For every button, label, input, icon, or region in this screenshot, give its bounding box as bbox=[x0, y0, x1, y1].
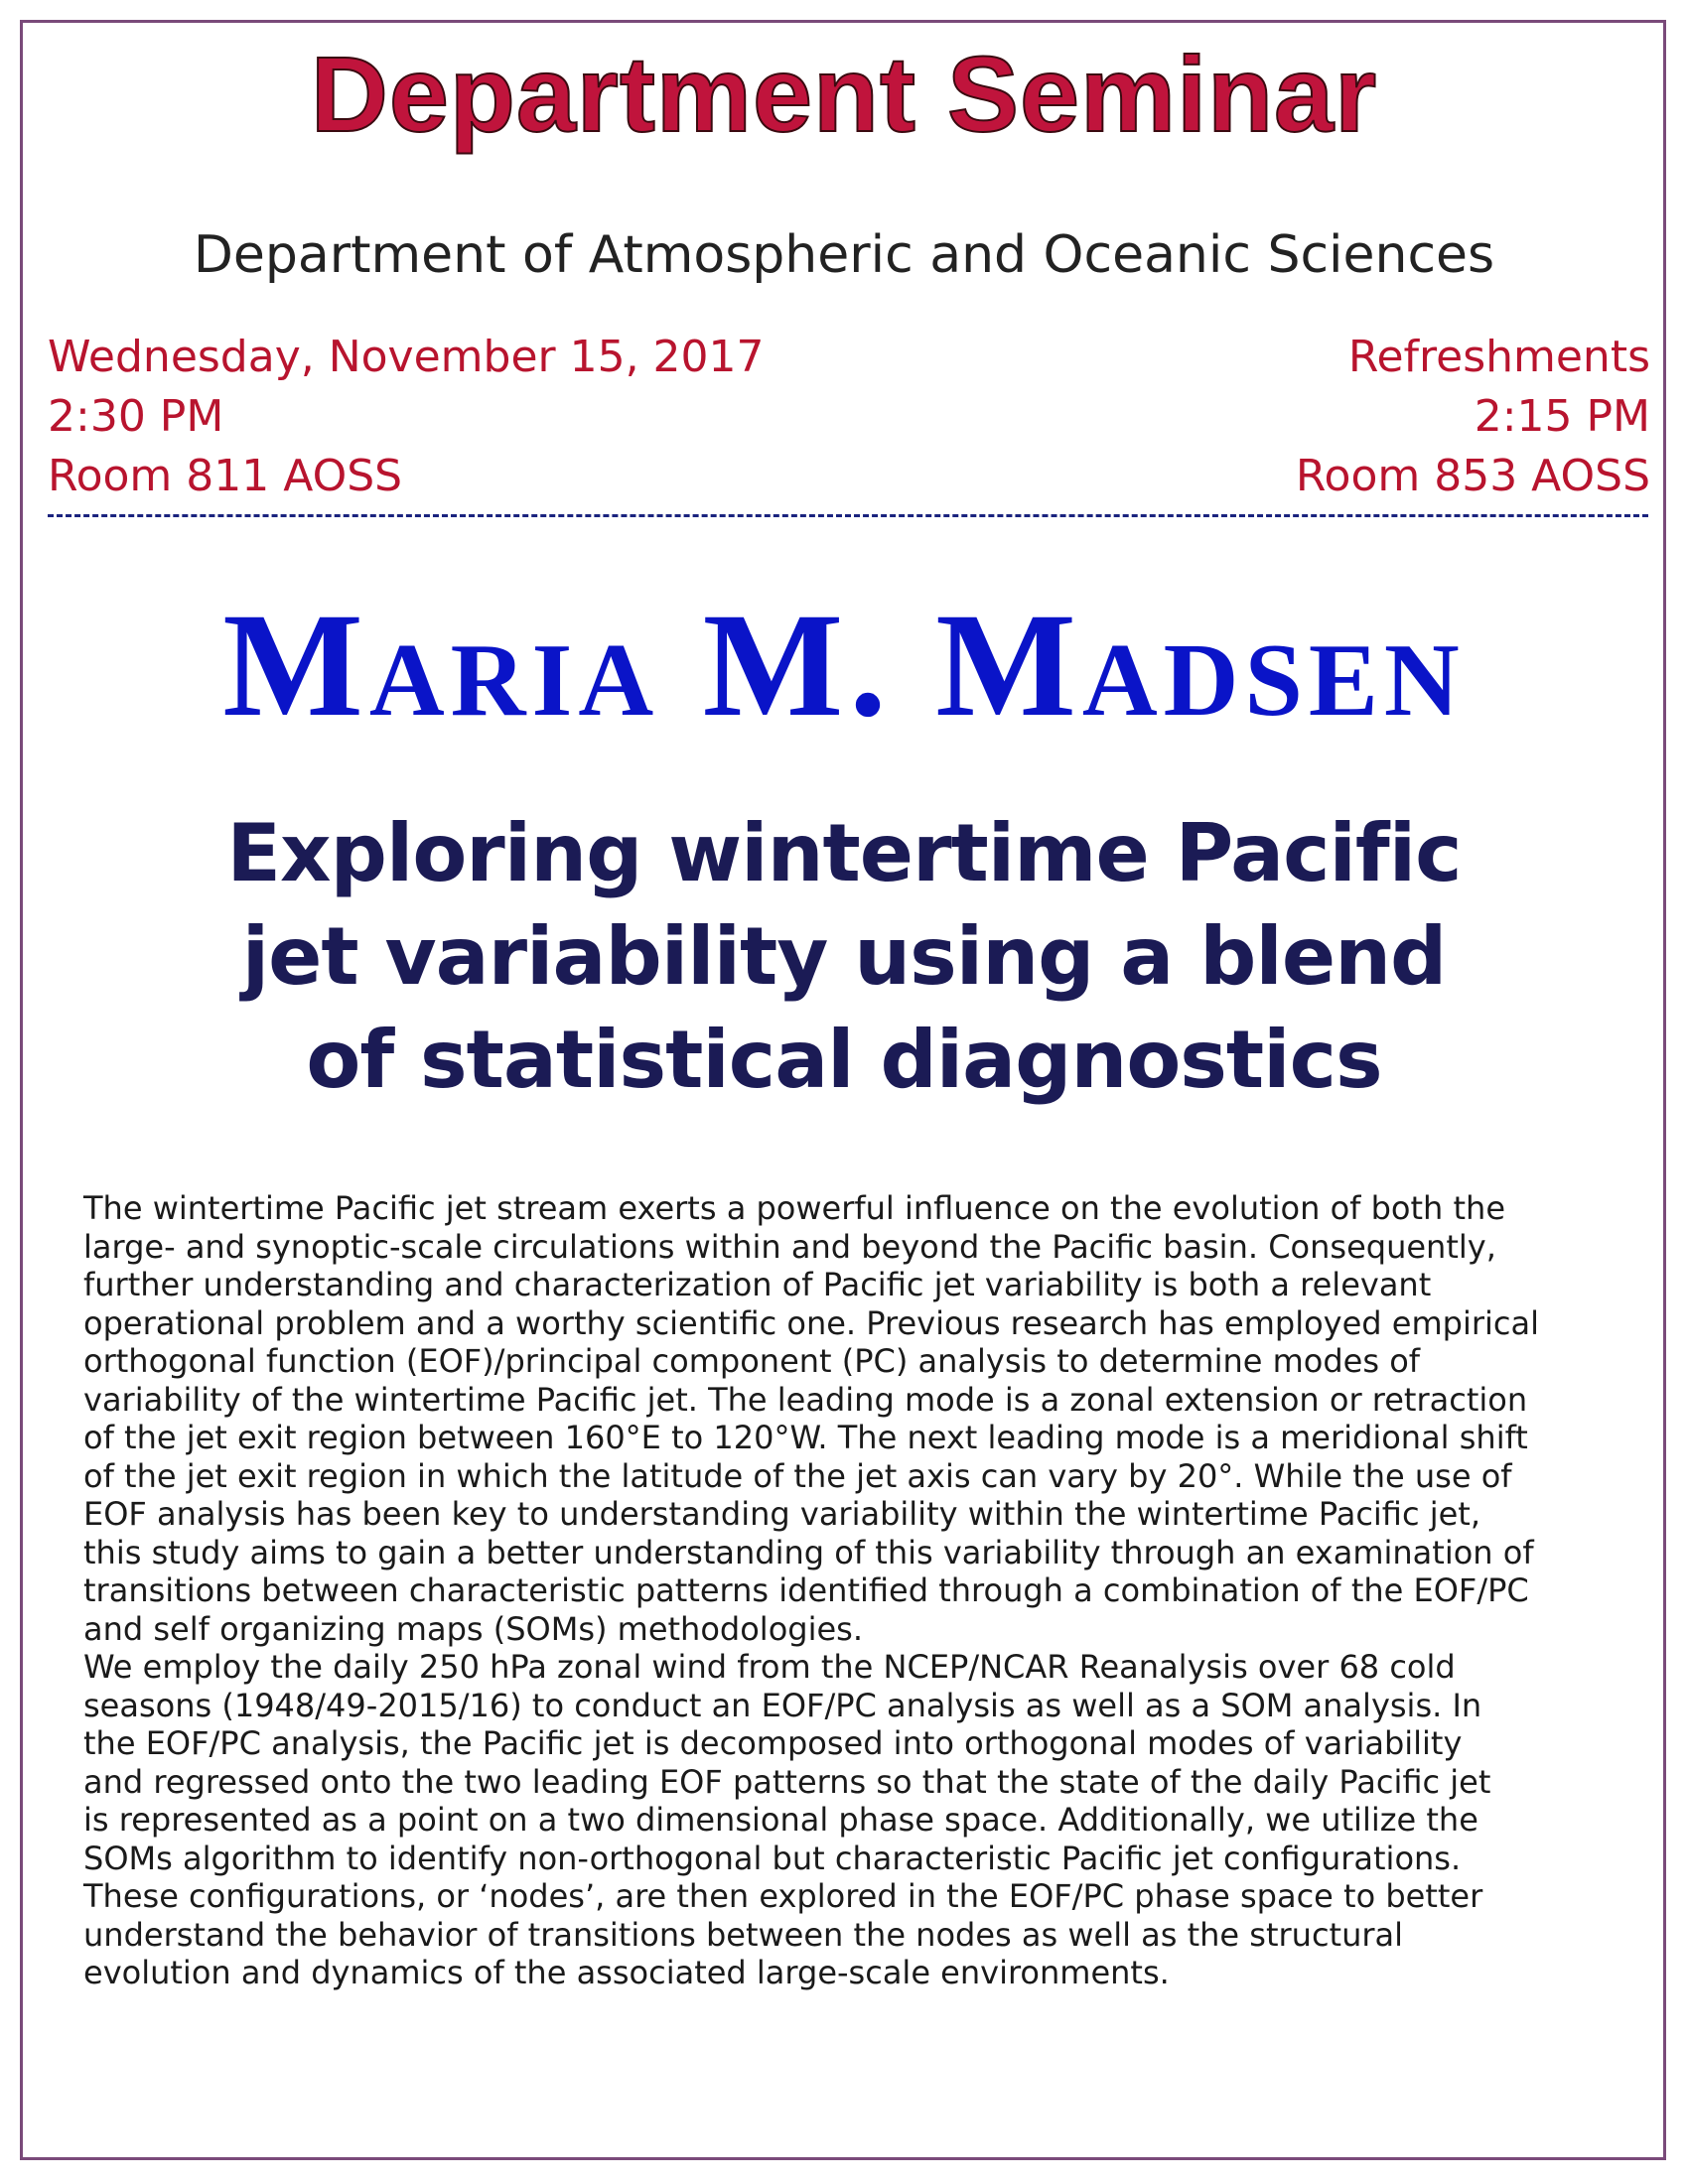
department-name: Department of Atmospheric and Oceanic Sciences bbox=[193, 225, 1495, 285]
seminar-date: Wednesday, November 15, 2017 bbox=[48, 332, 765, 382]
refreshments-details bbox=[1296, 328, 1650, 506]
talk-title bbox=[60, 802, 1628, 1112]
abstract-paragraph-2: We employ the daily 250 hPa zonal wind from the NCEP/NCAR Reanalysis over 68 cold seasons (1948/49-2015/16) to conduct an EOF/PC analysis as well as a SOM analysis. In the EOF/PC analysis, the Pacific jet is decomposed into orthogonal modes of variability and regressed onto the two leading EOF patterns so that the state of the daily Pacific jet is represented as a point on a two dimensional phase space. Additionally, we utilize the SOMs algorithm to identify non-orthogonal but characteristic Pacific jet configurations. These configurations, or ‘nodes’, are then explored in the EOF/PC phase space to better understand the behavior of transitions between the nodes as well as the structural evolution and dynamics of the associated large-scale environments. bbox=[83, 1648, 1491, 1991]
talk-title-text: Exploring wintertime Pacific jet variability using a blend of statistical diagnostics bbox=[226, 807, 1462, 1106]
speaker-name: Maria M. Madsen bbox=[222, 583, 1466, 748]
seminar-time: 2:30 PM bbox=[48, 391, 224, 442]
abstract-paragraph-1: The wintertime Pacific jet stream exerts a powerful influence on the evolution of both the large- and synoptic-scale circulations within and beyond the Pacific basin. Consequently, further understanding and characterization of Pacific jet variability is both a relevant operational problem and a worthy scientific one. Previous research has employed empirical orthogonal function (EOF)/principal component (PC) analysis to determine modes of variability of the wintertime Pacific jet. The leading mode is a zonal extension or retraction of the jet exit region between 160°E to 120°W. The next leading mode is a meridional shift of the jet exit region in which the latitude of the jet axis can vary by 20°. While the use of EOF analysis has been key to understanding variability within the wintertime Pacific jet, this study aims to gain a better understanding of this variability through an examination of transitions between characteristic patterns identified through a combination of the EOF/PC and self organizing maps (SOMs) methodologies. bbox=[83, 1189, 1539, 1648]
seminar-banner: Department Seminar bbox=[310, 34, 1378, 154]
dashed-divider bbox=[48, 514, 1648, 517]
seminar-room: Room 811 AOSS bbox=[48, 451, 403, 501]
abstract bbox=[83, 1189, 1632, 1992]
seminar-details bbox=[48, 328, 765, 506]
refreshments-room: Room 853 AOSS bbox=[1295, 451, 1650, 501]
refreshments-time: 2:15 PM bbox=[1474, 391, 1650, 442]
refreshments-label: Refreshments bbox=[1347, 332, 1650, 382]
